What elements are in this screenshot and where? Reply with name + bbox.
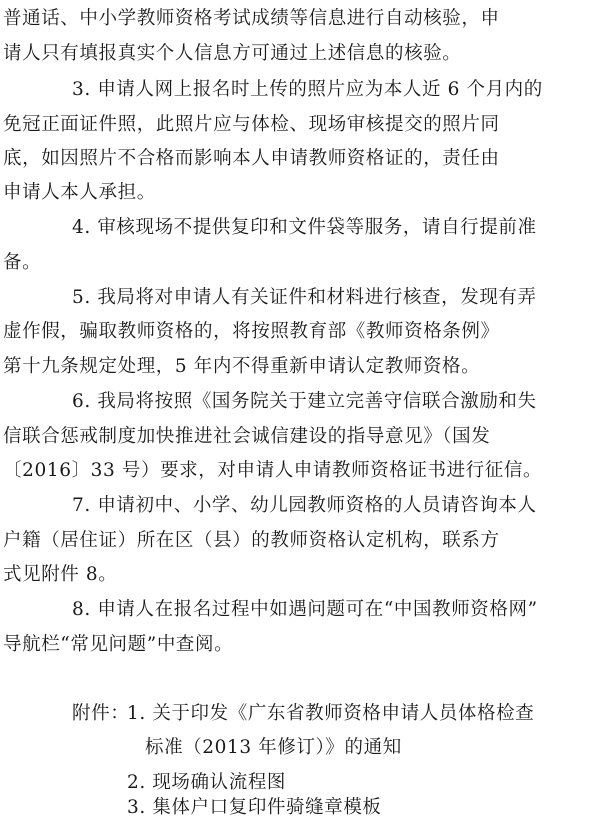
text-line: 备。 <box>3 252 42 273</box>
text-line: 3. 申请人网上报名时上传的照片应为本人近 6 个月内的 <box>72 79 543 100</box>
attachment-item: 3. 集体户口复印件骑缝章模板 <box>127 797 382 818</box>
attachment-item: 1. 关于印发《广东省教师资格申请人员体格检查 <box>127 703 535 724</box>
text-line: 6. 我局将按照《国务院关于建立完善守信联合激励和失 <box>72 391 537 412</box>
text-line: 请人只有填报真实个人信息方可通过上述信息的核验。 <box>3 43 462 64</box>
text-line: 虚作假，骗取教师资格的，将按照教育部《教师资格条例》 <box>3 321 500 342</box>
text-line: 申请人本人承担。 <box>3 182 156 203</box>
text-line: 式见附件 8。 <box>3 564 118 585</box>
text-line: 5. 我局将对申请人有关证件和材料进行核查，发现有弄 <box>72 287 537 308</box>
text-line: 免冠正面证件照，此照片应与体检、现场审核提交的照片同 <box>3 114 500 135</box>
text-line: 〔2016〕33 号）要求，对申请人申请教师资格证书进行征信。 <box>3 460 543 481</box>
text-line: 第十九条规定处理，5 年内不得重新申请认定教师资格。 <box>3 356 481 377</box>
text-line: 户籍（居住证）所在区（县）的教师资格认定机构，联系方 <box>3 530 500 551</box>
text-line: 4. 审核现场不提供复印和文件袋等服务，请自行提前准 <box>72 217 537 238</box>
attachment-item: 2. 现场确认流程图 <box>127 772 287 793</box>
text-line: 导航栏“常见问题”中查阅。 <box>3 634 234 655</box>
attachments-label: 附件： <box>72 703 130 724</box>
text-line: 信联合惩戒制度加快推进社会诚信建设的指导意见》（国发 <box>3 426 491 447</box>
text-line: 底，如因照片不合格而影响本人申请教师资格证的，责任由 <box>3 148 500 169</box>
text-line: 7. 申请初中、小学、幼儿园教师资格的人员请咨询本人 <box>72 495 537 516</box>
text-line: 8. 申请人在报名过程中如遇问题可在“中国教师资格网” <box>72 599 538 620</box>
attachment-item: 标准（2013 年修订）》的通知 <box>145 737 402 758</box>
text-line: 普通话、中小学教师资格考试成绩等信息进行自动核验，申 <box>3 8 500 29</box>
